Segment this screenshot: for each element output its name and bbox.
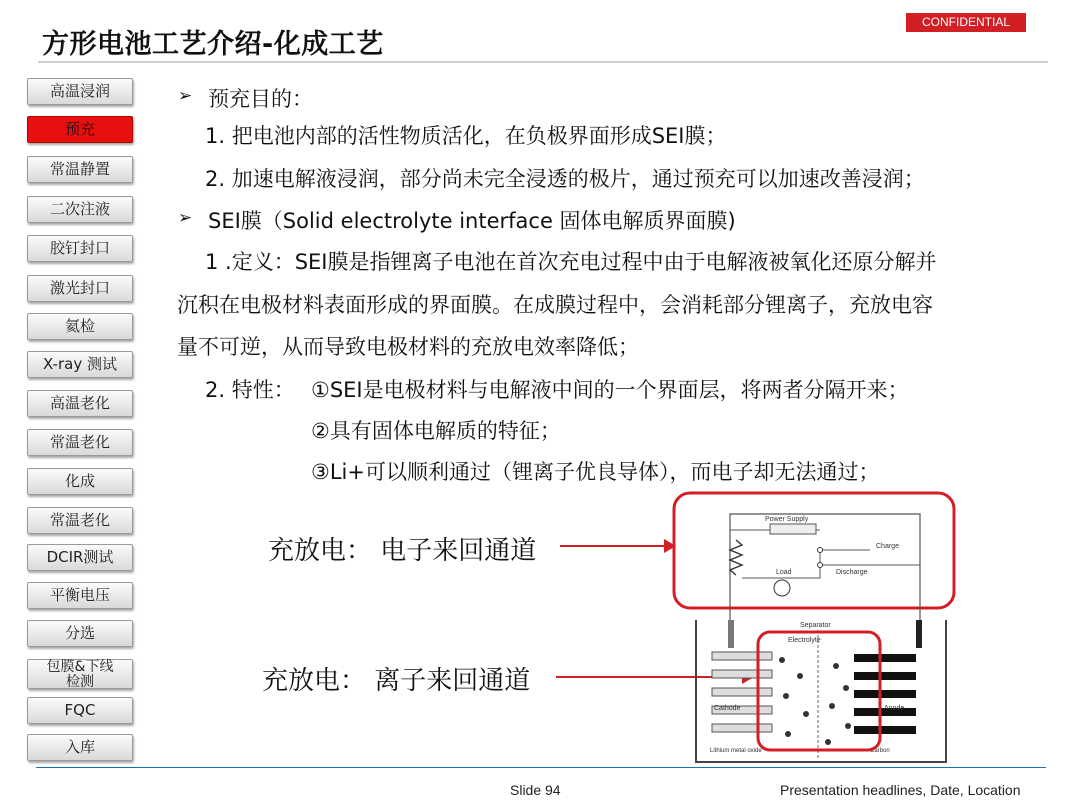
nav-item-xray-test[interactable]: X-ray 测试 [27,351,133,378]
nav-item-high-temp-soak[interactable]: 高温浸润 [27,78,133,105]
ion-channel-label: 充放电： 离子来回通道 [262,666,531,696]
slide-number: Slide 94 [510,782,561,798]
nav-item-wrap-offline-check[interactable] [27,659,133,689]
circuit-wire [820,550,920,565]
nav-item-room-temp-aging-2[interactable]: 常温老化 [27,507,133,534]
title-divider [38,61,1048,63]
footer-info: Presentation headlines, Date, Location [780,782,1021,798]
purpose-point-2: 2. 加速电解液浸润，部分尚未完全浸透的极片，通过预充可以加速改善浸润； [205,167,925,191]
load-label: Load [776,569,792,576]
bullet-arrow-icon: ➢ [178,86,193,106]
load-meter-icon [774,580,790,596]
nav-item-formation[interactable]: 化成 [27,468,133,495]
electrolyte-label: Electrolyte [788,637,821,644]
anode-material-label: Carbon [870,748,890,754]
cathode-material-label: Lithium metal oxide [710,748,762,754]
section-heading-sei: SEI膜（Solid electrolyte interface 固体电解质界面膜) [208,209,736,233]
nav-item-wrap-line1: 包膜&下线 [46,659,114,675]
cathode-label: Cathode [714,705,741,712]
nav-item-voltage-balance[interactable]: 平衡电压 [27,582,133,609]
cathode-plates [712,652,772,732]
power-supply-label: Power Supply [765,516,809,523]
sei-property-1: ①SEI是电极材料与电解液中间的一个界面层，将两者分隔开来； [311,378,909,402]
switch-contact [818,548,823,553]
nav-item-room-temp-aging[interactable]: 常温老化 [27,429,133,456]
nav-item-high-temp-aging[interactable]: 高温老化 [27,390,133,417]
anode-tab [916,620,922,648]
nav-item-rivet-seal[interactable]: 胶钉封口 [27,235,133,262]
separator-label: Separator [800,622,831,629]
bullet-arrow-icon: ➢ [178,208,193,228]
power-supply-box [770,524,816,534]
nav-item-laser-seal[interactable]: 激光封口 [27,275,133,302]
electron-arrow [560,545,666,547]
circuit-highlight-box [674,493,954,608]
lithium-ions [779,657,851,745]
confidential-badge: CONFIDENTIAL [906,13,1026,32]
anode-label: Anode [884,705,905,712]
sei-property-prefix: 2. 特性： [205,378,295,402]
purpose-point-1: 1. 把电池内部的活性物质活化，在负极界面形成SEI膜； [205,124,727,148]
electron-channel-label: 充放电： 电子来回通道 [268,536,537,566]
nav-item-dcir-test[interactable]: DCIR测试 [27,544,133,571]
switch-contact [818,563,823,568]
cathode-tab [728,620,734,648]
page-title: 方形电池工艺介绍-化成工艺 [42,29,384,60]
sei-property-2: ②具有固体电解质的特征； [311,419,561,443]
nav-item-room-temp-rest[interactable]: 常温静置 [27,156,133,183]
sei-property-3: ③Li+可以顺利通过（锂离子优良导体），而电子却无法通过； [311,460,880,484]
nav-item-fqc[interactable]: FQC [27,697,133,724]
section-heading-precharge-purpose: 预充目的： [208,87,313,111]
charge-label: Charge [876,543,899,550]
discharge-label: Discharge [836,569,868,576]
resistor-icon [730,540,742,575]
sei-definition-line-3: 量不可逆，从而导致电极材料的充放电效率降低； [177,335,639,359]
nav-item-precharge[interactable]: 预充 [27,116,133,143]
anode-plates [854,654,916,734]
nav-item-warehousing[interactable]: 入库 [27,734,133,761]
sei-definition-line-2: 沉积在电极材料表面形成的界面膜。在成膜过程中，会消耗部分锂离子，充放电容 [177,293,933,317]
battery-circuit-diagram [670,490,960,765]
nav-item-sorting[interactable]: 分选 [27,620,133,647]
sei-definition-line-1: 1 .定义：SEI膜是指锂离子电池在首次充电过程中由于电解液被氧化还原分解并 [205,250,937,274]
nav-item-helium-check[interactable]: 氦检 [27,313,133,340]
nav-item-second-injection[interactable]: 二次注液 [27,196,133,223]
footer-divider [36,767,1046,768]
nav-item-wrap-line2: 检测 [66,674,94,690]
